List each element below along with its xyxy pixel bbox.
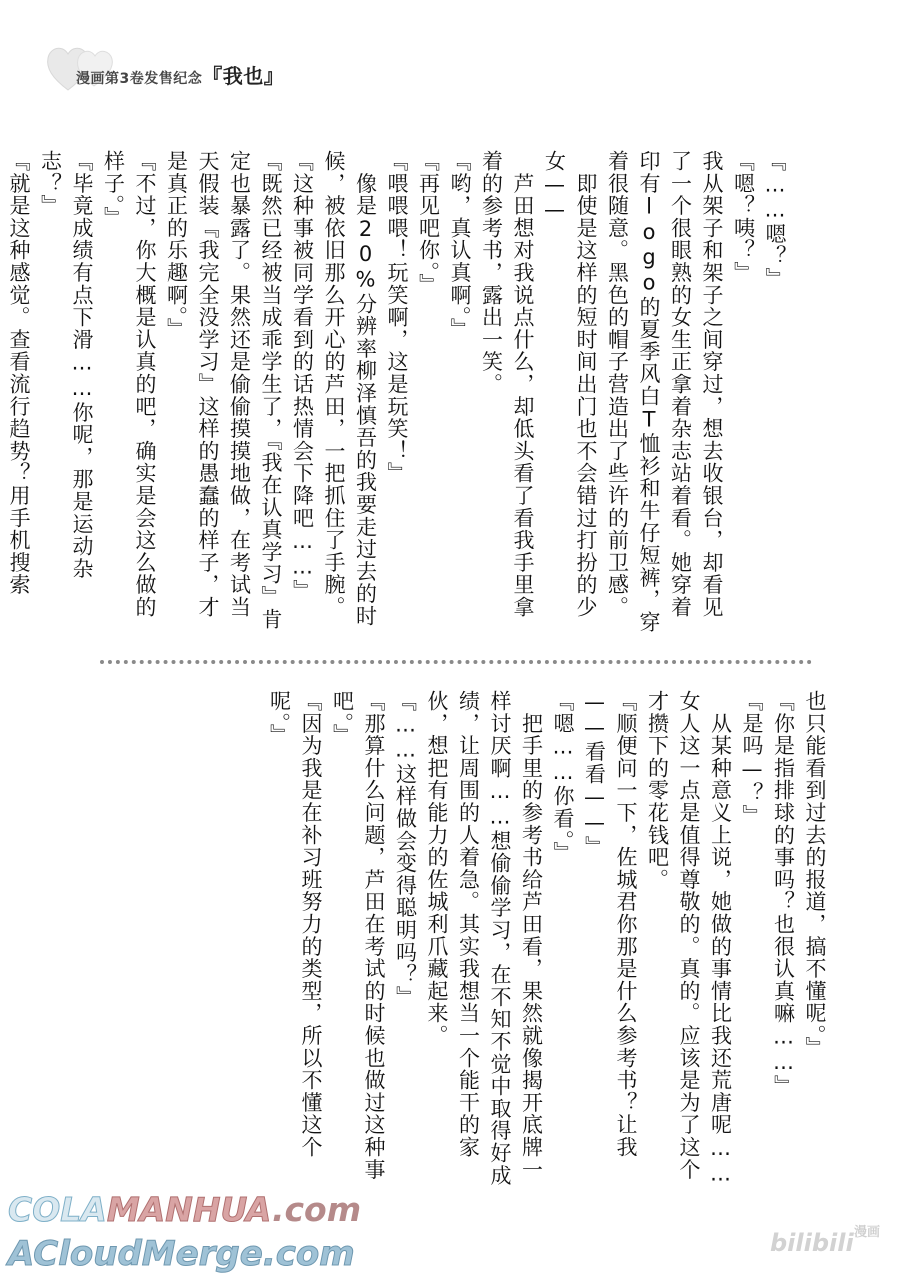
header-title-main: 『我也』	[202, 64, 285, 88]
watermark-line-1	[8, 1190, 361, 1229]
watermark-cola: COLA	[8, 1190, 107, 1229]
top-text-block	[7, 150, 790, 640]
watermark-dotcom: .com	[271, 1190, 362, 1229]
bilibili-manhua-logo	[770, 1225, 890, 1270]
colamanhua-watermark	[8, 1190, 458, 1275]
bilibili-manhua-label: 漫画	[854, 1225, 881, 1240]
bottom-vertical-text: 也只能看到过去的报道，搞不懂呢。』 『你是指排球的事吗？也很认真嘛……』 『是吗—？』 从某种意义上说，她做的事情比我还荒唐呢……女人这一点是值得尊敬的。真的。应该是为了这个才攒下的零花钱吧。 『顺便问一下，佐城君你那是什么参考书？让我——看看——』 『嗯……你看。』 把手里的参考书给芦田看，果然就像揭开底牌一样讨厌啊……想偷偷学习，在不知不觉中取得好成绩，让周围的人着急。其实我想当一个能干的家伙，想把有能力的佐城利爪藏起来。 『……这样做会变得聪明吗？』 『那算什么问题，芦田在考试的时候也做过这种事吧。』 『因为我是在补习班努力的类型，所以不懂这个呢。』	[267, 690, 827, 1187]
dotted-divider	[100, 660, 812, 664]
bottom-text-block	[267, 690, 830, 1190]
watermark-manhua: MANHUA	[106, 1190, 272, 1229]
watermark-line-2: ACloudMerge.com	[8, 1234, 355, 1274]
top-vertical-text: 『……嗯？』 『嗯？咦？』 我从架子和架子之间穿过，想去收银台，却看见了一个很眼熟的女生正拿着杂志站着看。她穿着印有logo的夏季风白T恤衫和牛仔短裤，穿着很随意。黑色的帽子营造出了些许的前卫感。 即使是这样的短时间出门也不会错过打扮的少女—— 芦田想对我说点什么，却低头看了看我手里拿着的参考书，露出一笑。 『哟，真认真啊。』 『再见吧你。』 『喂喂喂！玩笑啊，这是玩笑！』 像是20%分辨率柳泽慎吾的我要走过去的时候，被依旧那么开心的芦田，一把抓住了手腕。 『这种事被同学看到的话热情会下降吧……』 『既然已经被当成乖学生了，『我在认真学习』肯定也暴露了。果然还是偷偷摸摸地做，在考试当天假装『我完全没学习』这样的愚蠢的样子，才是真正的乐趣啊。』 『不过，你大概是认真的吧，确实是会这么做的样子。』 『毕竟成绩有点下滑……你呢，那是运动杂志？』 『就是这种感觉。查看流行趋势？用手机搜索	[7, 150, 787, 634]
header-title-prefix: 漫画第3卷发售纪念	[76, 71, 203, 87]
page-header	[46, 40, 366, 100]
bilibili-brand: bilibili	[770, 1229, 854, 1257]
header-title	[76, 60, 284, 89]
